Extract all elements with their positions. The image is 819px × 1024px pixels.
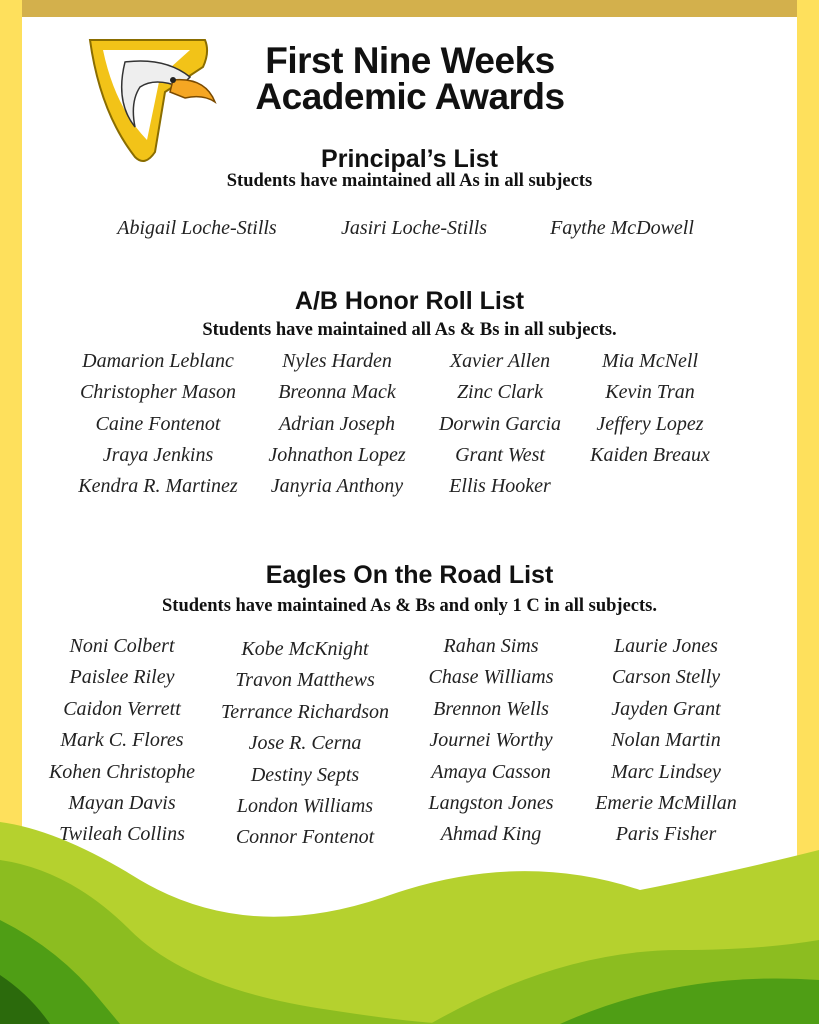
title-line-1: First Nine Weeks [265,40,555,81]
student-name: Jayden Grant [611,697,721,720]
student-name: Nyles Harden [282,350,392,372]
student-name: Damarion Leblanc [82,350,234,372]
student-name: Kobe McKnight [241,638,369,660]
student-name: Marc Lindsey [611,760,721,783]
student-name: Mayan Davis [68,792,176,814]
student-name: Nolan Martin [611,729,721,752]
principals-list-heading: Principal’s List [321,145,498,173]
student-name: Caidon Verrett [63,697,181,720]
student-name: Travon Matthews [235,669,375,692]
student-name: Mark C. Flores [60,729,184,752]
student-name: Kohen Christophe [48,760,196,783]
student-name: Christopher Mason [79,381,237,404]
student-name: Journei Worthy [429,729,553,752]
student-name: Zinc Clark [456,381,544,404]
student-name: Johnathon Lopez [268,443,406,466]
student-name: Carson Stelly [611,666,721,689]
student-name: Jraya Jenkins [102,443,214,466]
student-name: Connor Fontenot [235,826,375,849]
student-name: Noni Colbert [69,635,175,657]
eagles-list-heading: Eagles On the Road List [265,561,554,589]
student-name: Abigail Loche-Stills [117,217,277,239]
student-name: Caine Fontenot [95,412,221,435]
student-name: Paislee Riley [69,666,175,689]
student-name: Faythe McDowell [550,217,694,239]
student-name: Paris Fisher [615,823,717,846]
student-name: Destiny Septs [250,763,360,786]
student-name: Terrance Richardson [221,700,389,723]
student-name: Langston Jones [428,792,554,814]
student-name: Brennon Wells [433,697,549,720]
title-line-2: Academic Awards [255,76,565,117]
top-border [22,0,797,17]
student-name: Xavier Allen [449,350,551,372]
student-name: Mia McNell [601,350,699,372]
student-name: Kendra R. Martinez [78,475,238,498]
eagles-list-subtitle: Students have maintained As & Bs and only 1 C in all subjects. [162,596,657,616]
student-name: Adrian Joseph [278,412,396,435]
student-name: Twileah Collins [59,823,185,846]
green-waves-decoration [0,800,819,1024]
student-name: Jose R. Cerna [248,732,362,755]
principals-list-subtitle: Students have maintained all As in all subjects [226,171,593,191]
student-name: London Williams [236,795,374,817]
student-name: Emerie McMillan [595,792,737,814]
honor-roll-heading: A/B Honor Roll List [294,287,525,315]
student-name: Amaya Casson [431,760,551,783]
student-name: Ahmad King [440,823,542,846]
student-name: Janyria Anthony [270,475,404,498]
student-name: Grant West [455,443,545,466]
honor-roll-subtitle: Students have maintained all As & Bs in all subjects. [202,320,617,340]
student-name: Kaiden Breaux [590,443,710,466]
student-name: Kevin Tran [605,381,695,404]
student-name: Rahan Sims [443,635,539,657]
student-name: Jasiri Loche-Stills [340,217,488,239]
student-name: Laurie Jones [614,635,718,657]
student-name: Jeffery Lopez [596,412,704,435]
student-name: Dorwin Garcia [438,412,562,435]
student-name: Breonna Mack [278,381,396,404]
student-name: Chase Williams [428,666,554,689]
student-name: Ellis Hooker [449,475,551,498]
